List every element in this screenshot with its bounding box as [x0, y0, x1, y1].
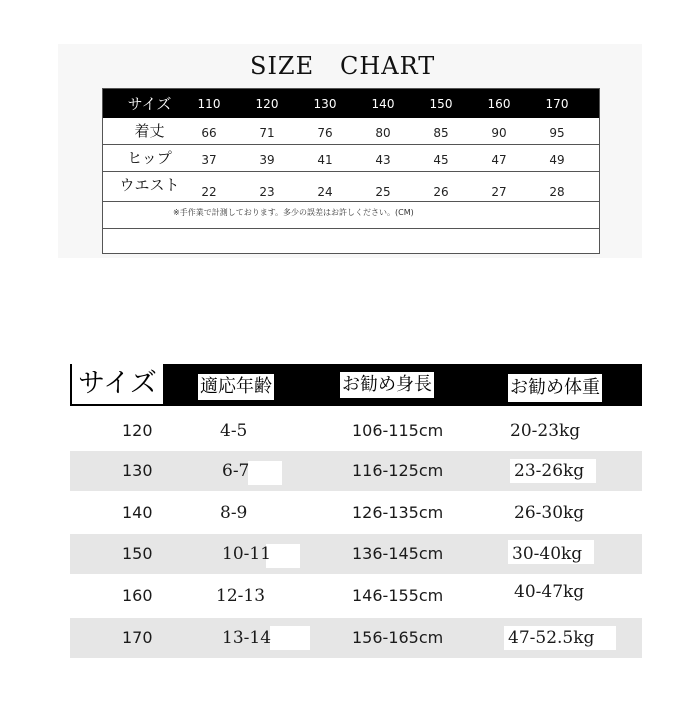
height-cell: 136-145cm [352, 544, 444, 563]
size-cell: 140 [122, 503, 153, 522]
measurement-note-row [103, 202, 599, 229]
size-header-cell: 120 [255, 97, 279, 111]
table-cell: 49 [549, 153, 565, 167]
measurement-note: ※手作業で計測しております。多少の誤差はお許しください。(CM) [173, 208, 414, 217]
weight-cell: 23-26kg [514, 461, 585, 481]
size-header-cell: 160 [487, 97, 511, 111]
table-cell: 27 [491, 185, 507, 199]
size-header-cell: 170 [545, 97, 569, 111]
size-cell: 160 [122, 586, 153, 605]
table-cell: 71 [259, 126, 275, 140]
table-cell: 47 [491, 153, 507, 167]
table-cell: 90 [491, 126, 507, 140]
weight-cell: 47-52.5kg [508, 628, 595, 648]
age-cell: 4-5 [220, 421, 248, 441]
table-row [103, 145, 599, 172]
table-cell: 76 [317, 126, 333, 140]
table-row [103, 172, 599, 202]
age-cell: 10-11 [222, 544, 272, 564]
table-cell: 25 [375, 185, 391, 199]
weight-cell: 20-23kg [510, 421, 581, 441]
header-age: 適応年齢 [198, 374, 274, 400]
height-cell: 116-125cm [352, 461, 444, 480]
height-cell: 126-135cm [352, 503, 444, 522]
table-cell: 80 [375, 126, 391, 140]
table-row [70, 411, 642, 451]
table-cell: 22 [201, 185, 217, 199]
row-label: ヒップ [127, 149, 172, 167]
size-cell: 170 [122, 628, 153, 647]
table-cell: 66 [201, 126, 217, 140]
age-cell: 12-13 [216, 586, 266, 606]
table-row [70, 576, 642, 616]
table-cell: 41 [317, 153, 333, 167]
table-cell: 23 [259, 185, 275, 199]
table-row [103, 118, 599, 145]
weight-cell: 26-30kg [514, 503, 585, 523]
table-cell: 43 [375, 153, 391, 167]
table-cell: 95 [549, 126, 565, 140]
size-chart-header-row [103, 89, 599, 118]
size-header-cell: 130 [313, 97, 337, 111]
weight-cell: 40-47kg [514, 582, 585, 602]
row-label: 着丈 [134, 122, 165, 140]
weight-cell: 30-40kg [512, 544, 583, 564]
table-row [70, 618, 642, 658]
label-patch [270, 626, 310, 650]
size-chart-title: SIZE CHART [250, 52, 436, 80]
table-cell: 37 [201, 153, 217, 167]
table-row [70, 493, 642, 533]
size-cell: 150 [122, 544, 153, 563]
table-cell: 85 [433, 126, 449, 140]
size-cell: 120 [122, 421, 153, 440]
table-cell: 39 [259, 153, 275, 167]
label-patch [248, 461, 282, 485]
table-row [70, 534, 642, 574]
age-cell: 6-7 [222, 461, 250, 481]
age-cell: 13-14 [222, 628, 272, 648]
table-cell: 45 [433, 153, 449, 167]
label-patch [266, 544, 300, 568]
header-size: サイズ [72, 364, 163, 404]
size-cell: 130 [122, 461, 153, 480]
table-cell: 26 [433, 185, 449, 199]
header-height: お勧め身長 [340, 372, 434, 398]
table-cell: 28 [549, 185, 565, 199]
table-row [70, 451, 642, 491]
row-label: ウエスト [119, 176, 180, 194]
size-chart-table [102, 88, 600, 254]
size-header-cell: 110 [197, 97, 221, 111]
height-cell: 156-165cm [352, 628, 444, 647]
size-header-cell: 150 [429, 97, 453, 111]
size-header-label: サイズ [127, 95, 172, 113]
age-cell: 8-9 [220, 503, 248, 523]
header-weight: お勧め体重 [508, 374, 602, 402]
height-cell: 106-115cm [352, 421, 444, 440]
table-cell: 24 [317, 185, 333, 199]
size-header-cell: 140 [371, 97, 395, 111]
height-cell: 146-155cm [352, 586, 444, 605]
